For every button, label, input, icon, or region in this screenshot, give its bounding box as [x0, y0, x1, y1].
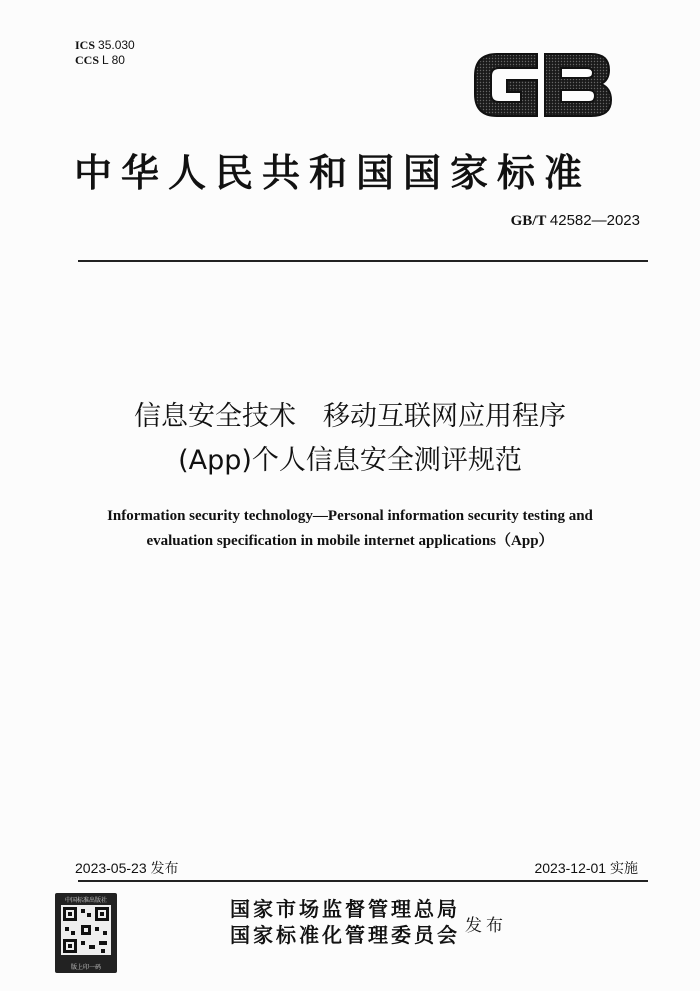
qr-code-icon	[61, 905, 111, 955]
english-title-line-2: evaluation specification in mobile internet applications（App）	[146, 533, 554, 549]
qr-top-label: 中国标准出版社	[64, 897, 107, 904]
issuer-samr: 国家市场监督管理总局	[230, 897, 460, 921]
qr-bottom-label: 版上印一码	[70, 964, 101, 971]
standard-number: GB/T 42582—2023	[510, 212, 640, 229]
issuing-authorities	[230, 896, 460, 948]
chinese-title-line-2: (App)个人信息安全测评规范	[178, 445, 522, 476]
issuer-sac: 国家标准化管理委员会	[230, 923, 460, 947]
ccs-code: CCS L 80	[75, 53, 125, 67]
chinese-title-line-1: 信息安全技术 移动互联网应用程序	[134, 401, 566, 432]
classification-codes	[75, 38, 135, 68]
chinese-title	[0, 395, 700, 483]
gb-logo	[467, 42, 617, 126]
ics-code: ICS 35.030	[75, 38, 135, 52]
publish-date: 2023-05-23 发布	[75, 860, 179, 876]
implementation-date: 2023-12-01 实施	[534, 860, 638, 876]
english-title-line-1: Information security technology—Personal information security testing and	[107, 508, 593, 524]
english-title	[0, 504, 700, 554]
national-standard-title: 中华人民共和国国家标准	[74, 150, 592, 195]
qr-code-sticker	[55, 893, 117, 973]
issue-word: 发布	[465, 916, 507, 936]
bottom-divider	[78, 880, 648, 882]
top-divider	[78, 260, 648, 262]
